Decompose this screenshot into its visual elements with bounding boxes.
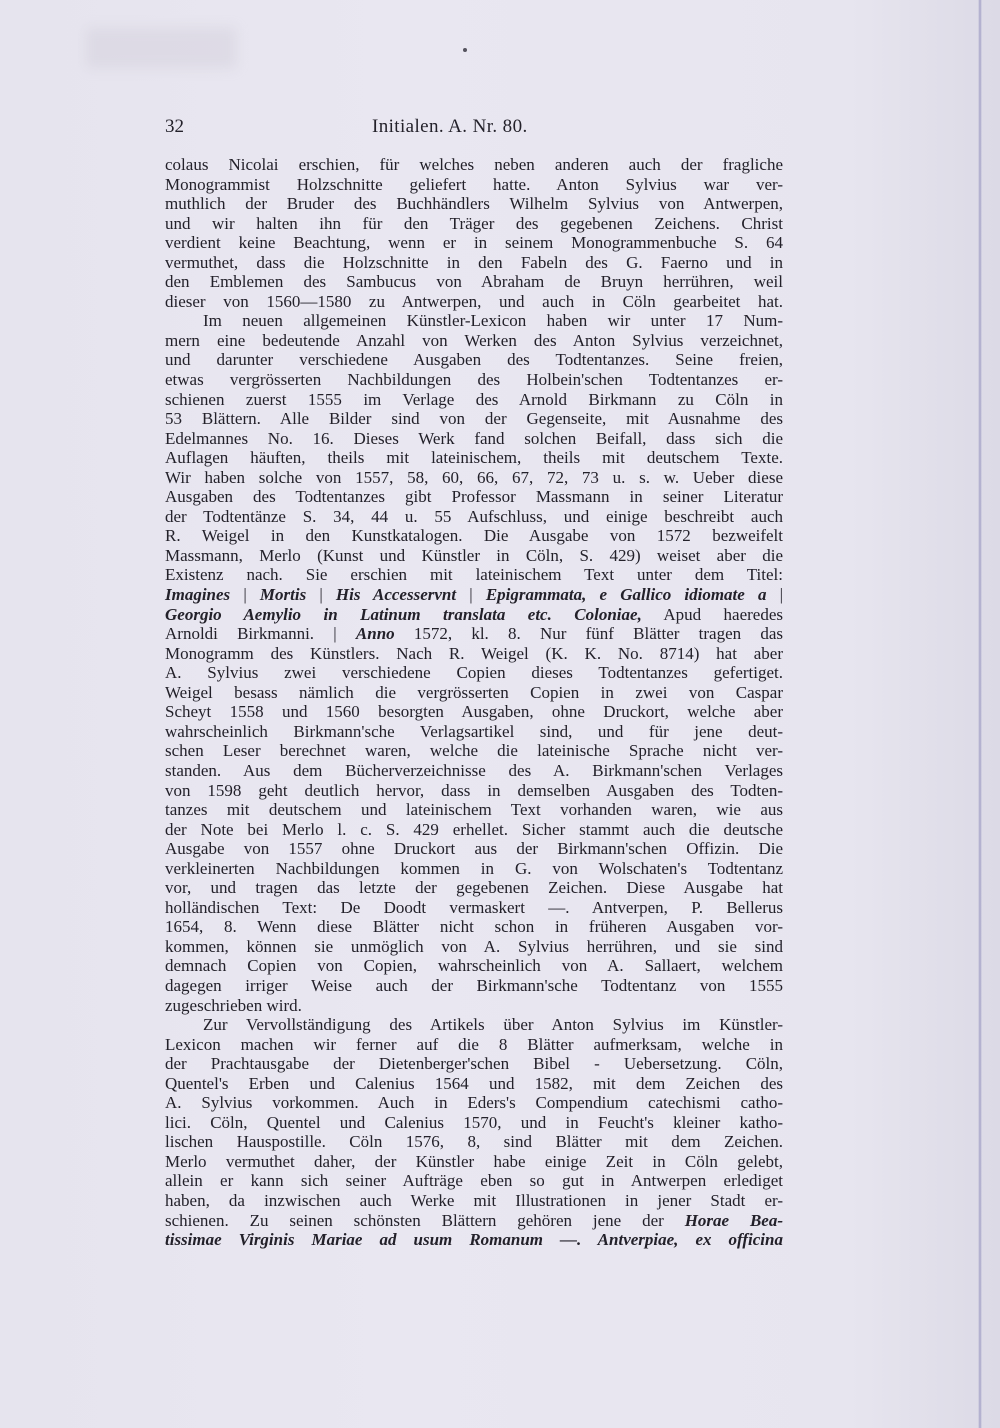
text-line: lici. Cöln, Quentel und Calenius 1570, und in Feucht's kleiner katho- (165, 1112, 783, 1132)
page-number: 32 (165, 116, 184, 137)
ink-dot (463, 48, 467, 52)
title-fragment: Imagines (165, 585, 231, 605)
text-line: schienen zuerst 1555 im Verlage des Arnold Birkmann zu Cöln in (165, 389, 783, 409)
text-line: haben, da inzwischen auch Werke mit Illustrationen in jener Stadt er- (165, 1190, 783, 1210)
text-line: der Note bei Merlo l. c. S. 429 erhellet. Sicher stammt auch die deutsche (165, 819, 783, 839)
title-line (165, 624, 783, 644)
text-line: Merlo vermuthet daher, der Künstler habe einige Zeit in Cöln gelebt, (165, 1151, 783, 1171)
text-line: 53 Blättern. Alle Bilder sind von der Gegenseite, mit Ausnahme des (165, 409, 783, 429)
text-line: R. Weigel in den Kunstkatalogen. Die Ausgabe von 1572 bezweifelt (165, 526, 783, 546)
page-edge-shadow (978, 0, 982, 1428)
text-line: Ausgaben des Todtentanzes gibt Professor Massmann in seiner Literatur (165, 487, 783, 507)
text-line: vermuthet, dass die Holzschnitte in den Fabeln des G. Faerno und in (165, 252, 783, 272)
text-line: Ausgabe von 1557 ohne Druckort aus der Birkmann'schen Offizin. Die (165, 839, 783, 859)
text-line: holländischen Text: De Doodt vermaskert —. Antverpen, P. Bellerus (165, 897, 783, 917)
text-line: etwas vergrösserten Nachbildungen des Holbein'schen Todtentanzes er- (165, 370, 783, 390)
text-line: Weigel besass nämlich die vergrösserten Copien in zwei von Caspar (165, 682, 783, 702)
title-fragment: tissimae Virginis Mariae ad usum Romanum —. Antverpiae, ex officina (165, 1230, 783, 1250)
text-line: Scheyt 1558 und 1560 besorgten Ausgaben, ohne Druckort, welche aber (165, 702, 783, 722)
title-separator: | (779, 585, 784, 605)
title-separator: | (243, 585, 247, 605)
title-fragment: Horae Bea- (684, 1210, 783, 1230)
title-fragment: His Accesservnt (335, 585, 457, 605)
text-line: Wir haben solche von 1557, 58, 60, 66, 67, 72, 73 u. s. w. Ueber diese (165, 467, 783, 487)
text-line: der Todtentänze S. 34, 44 u. 55 Aufschluss, und einige beschreibt auch (165, 506, 783, 526)
text-line: dieser von 1560—1580 zu Antwerpen, und auch in Cöln gearbeitet hat. (165, 291, 783, 311)
text-line: Lexicon machen wir ferner auf die 8 Blätter aufmerksam, welche in (165, 1034, 783, 1054)
text-line: schen Leser berechnet waren, welche die lateinische Sprache nicht ver- (165, 741, 783, 761)
text-line: Monogramm des Künstlers. Nach R. Weigel (K. K. No. 8714) hat aber (165, 643, 783, 663)
text-line: Massmann, Merlo (Kunst und Künstler in Cöln, S. 429) weiset aber die (165, 545, 783, 565)
text-line: den Emblemen des Sambucus von Abraham de Bruyn herrühren, weil (165, 272, 783, 292)
title-separator: | (319, 585, 323, 605)
running-title: Initialen. A. Nr. 80. (372, 116, 528, 137)
text-line (165, 1230, 783, 1250)
text-line: 1654, 8. Wenn diese Blätter nicht schon in früheren Ausgaben vor- (165, 917, 783, 937)
text-line: Existenz nach. Sie erschien mit lateinischem Text unter dem Titel: (165, 565, 783, 585)
text-line: Edelmannes No. 16. Dieses Werk fand solchen Beifall, dass sich die (165, 428, 783, 448)
text-line: wahrscheinlich Birkmann'sche Verlagsartikel sind, und für jene deut- (165, 721, 783, 741)
text-line: muthlich der Bruder des Buchhändlers Wilhelm Sylvius von Antwerpen, (165, 194, 783, 214)
text-line: Monogrammist Holzschnitte geliefert hatte. Anton Sylvius war ver- (165, 174, 783, 194)
text-line: allein er kann sich seiner Aufträge eben so gut in Antwerpen erlediget (165, 1171, 783, 1191)
text-line: verdient keine Beachtung, wenn er in seinem Monogrammenbuche S. 64 (165, 233, 783, 253)
text-line: verkleinerten Nachbildungen kommen in G. von Wolschaten's Todtentanz (165, 858, 783, 878)
title-separator: | (469, 585, 473, 605)
text-line: mern eine bedeutende Anzahl von Werken des Anton Sylvius verzeichnet, (165, 330, 783, 350)
text-line: von 1598 geht deutlich hervor, dass in demselben Ausgaben des Todten- (165, 780, 783, 800)
title-line (165, 605, 783, 625)
text-line: kommen, können sie unmöglich von A. Sylvius herrühren, und sie sind (165, 936, 783, 956)
page-header (165, 116, 785, 142)
text-line: Zur Vervollständigung des Artikels über Anton Sylvius im Künstler- (203, 1015, 783, 1035)
text-line: und darunter verschiedene Ausgaben des Todtentanzes. Seine freien, (165, 350, 783, 370)
text-line: der Prachtausgabe der Dietenberger'schen Bibel - Uebersetzung. Cöln, (165, 1054, 783, 1074)
title-fragment: 1572, kl. 8. Nur fünf Blätter tragen das (413, 624, 783, 644)
body-text (165, 155, 783, 1250)
text-line: vor, und tragen das letzte der gegebenen Zeichen. Diese Ausgabe hat (165, 878, 783, 898)
text-fragment: schienen. Zu seinen schönsten Blättern gehören jene der (165, 1210, 664, 1230)
text-line (165, 1211, 783, 1231)
title-fragment: Arnoldi Birkmanni. | (165, 624, 337, 644)
paragraph-end-line: zugeschrieben wird. (165, 995, 302, 1015)
title-fragment: Epigrammata, e Gallico idiomate a (485, 585, 767, 605)
text-line: tanzes mit deutschem und lateinischem Text vorhanden waren, wie aus (165, 800, 783, 820)
title-fragment: Anno (355, 624, 395, 644)
scan-smudge (86, 28, 236, 68)
text-line: Im neuen allgemeinen Künstler-Lexicon haben wir unter 17 Num- (203, 311, 783, 331)
text-line: Auflagen häuften, theils mit lateinischem, theils mit deutschem Texte. (165, 448, 783, 468)
text-line: standen. Aus dem Bücherverzeichnisse des A. Birkmann'schen Verlages (165, 760, 783, 780)
title-fragment: Georgio Aemylio in Latinum translata etc. Coloniae, (165, 604, 642, 624)
text-line: demnach Copien von Copien, wahrscheinlich von A. Sallaert, welchem (165, 956, 783, 976)
text-line: lischen Hauspostille. Cöln 1576, 8, sind Blätter mit dem Zeichen. (165, 1132, 783, 1152)
text-line: A. Sylvius zwei verschiedene Copien dieses Todtentanzes gefertiget. (165, 663, 783, 683)
text-line: A. Sylvius vorkommen. Auch in Eders's Compendium catechismi catho- (165, 1093, 783, 1113)
title-fragment: Apud haeredes (663, 604, 783, 624)
title-line (165, 585, 783, 605)
text-line: Quentel's Erben und Calenius 1564 und 1582, mit dem Zeichen des (165, 1073, 783, 1093)
text-line: und wir halten ihn für den Träger des gegebenen Zeichens. Christ (165, 213, 783, 233)
text-line: colaus Nicolai erschien, für welches neben anderen auch der fragliche (165, 155, 783, 174)
title-fragment: Mortis (259, 585, 307, 605)
text-line: dagegen irriger Weise auch der Birkmann'sche Todtentanz von 1555 (165, 975, 783, 995)
